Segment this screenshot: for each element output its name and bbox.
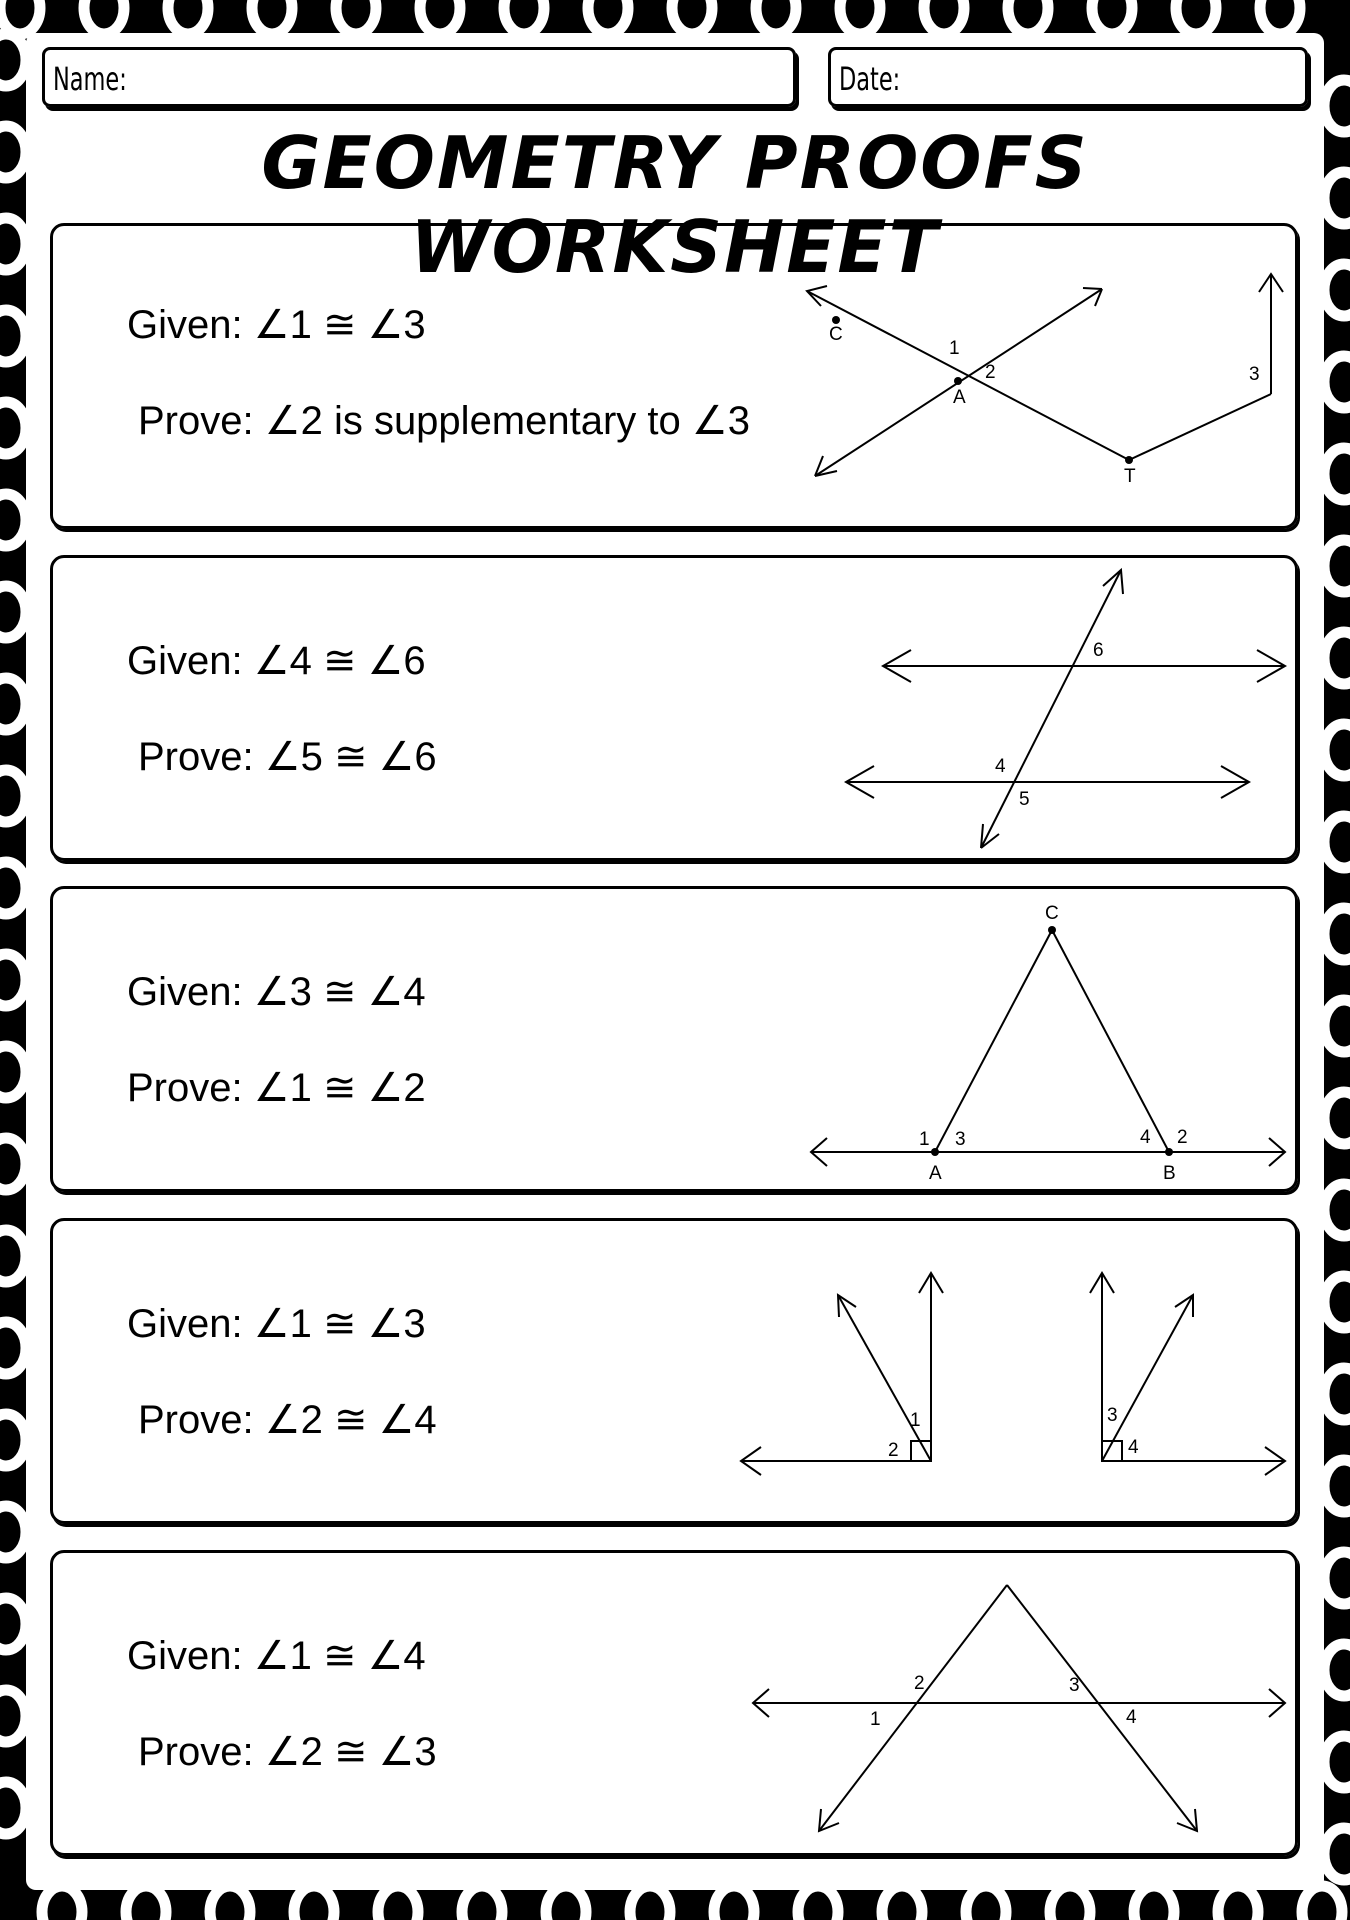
border-loop: [924, 0, 964, 34]
prove-statement: Prove: ∠1 ≅ ∠2: [127, 1066, 426, 1110]
border-loop: [1324, 540, 1350, 592]
diagram-triangle: [53, 889, 1301, 1195]
border-loop: [1218, 1886, 1258, 1920]
border-loop: [1134, 1886, 1174, 1920]
border-loop: [1324, 80, 1350, 132]
border-loop: [1324, 1276, 1350, 1328]
border-loop: [0, 678, 26, 730]
page-title: GEOMETRY PROOFS WORKSHEET: [261, 121, 1089, 289]
border-loop: [588, 0, 628, 34]
border-loop: [1324, 1736, 1350, 1788]
problem-2: [50, 555, 1298, 861]
border-loop: [0, 1414, 26, 1466]
angle-2-label: 2: [985, 362, 996, 383]
border-loop: [420, 0, 460, 34]
angle-3-label: 3: [1069, 1675, 1080, 1696]
border-loop: [1324, 1092, 1350, 1144]
angle-3-label: 3: [1107, 1405, 1118, 1426]
border-loop: [1324, 816, 1350, 868]
border-loop: [882, 1886, 922, 1920]
prove-statement: Prove: ∠2 ≅ ∠4: [138, 1398, 437, 1442]
border-loop: [1302, 1886, 1342, 1920]
border-loop: [1324, 724, 1350, 776]
border-loop: [0, 586, 26, 638]
border-loop: [210, 1886, 250, 1920]
label-B: B: [1163, 1163, 1176, 1184]
given-statement: Given: ∠3 ≅ ∠4: [127, 970, 426, 1014]
angle-4-label: 4: [1126, 1707, 1137, 1728]
name-field[interactable]: [42, 47, 796, 107]
angle-1-label: 1: [949, 338, 960, 359]
border-loop: [1324, 172, 1350, 224]
border-loop: [0, 402, 26, 454]
border-loop: [756, 0, 796, 34]
border-loop: [0, 1598, 26, 1650]
given-statement: Given: ∠4 ≅ ∠6: [127, 639, 426, 683]
problem-4: [50, 1218, 1298, 1524]
border-loop: [0, 310, 26, 362]
border-loop: [1260, 0, 1300, 34]
prove-statement: Prove: ∠2 is supplementary to ∠3: [138, 399, 750, 443]
border-loop: [336, 0, 376, 34]
border-loop: [1324, 1368, 1350, 1420]
border-loop: [840, 0, 880, 34]
problem-3: [50, 886, 1298, 1192]
label-A: A: [929, 1163, 942, 1184]
given-statement: Given: ∠1 ≅ ∠3: [127, 1302, 426, 1346]
border-loop: [0, 1230, 26, 1282]
angle-4-label: 4: [995, 756, 1006, 777]
border-loop: [1324, 908, 1350, 960]
date-label: Date:: [839, 60, 901, 98]
angle-2-label: 2: [1177, 1127, 1188, 1148]
border-loop: [0, 862, 26, 914]
angle-2-label: 2: [914, 1673, 925, 1694]
given-statement: Given: ∠1 ≅ ∠3: [127, 303, 426, 347]
border-loop: [714, 1886, 754, 1920]
border-loop: [1092, 0, 1132, 34]
diagram-right-angles: [53, 1221, 1301, 1527]
border-loop: [1324, 448, 1350, 500]
date-field[interactable]: [828, 47, 1308, 107]
border-loop: [0, 1138, 26, 1190]
angle-1-label: 1: [870, 1709, 881, 1730]
border-loop: [0, 494, 26, 546]
given-statement: Given: ∠1 ≅ ∠4: [127, 1634, 426, 1678]
border-loop: [126, 1886, 166, 1920]
diagram-parallel-lines-transversal: [53, 558, 1301, 864]
border-loop: [1176, 0, 1216, 34]
border-loop: [1324, 1552, 1350, 1604]
prove-statement: Prove: ∠2 ≅ ∠3: [138, 1730, 437, 1774]
border-loop: [0, 1046, 26, 1098]
border-loop: [672, 0, 712, 34]
border-loop: [1324, 1000, 1350, 1052]
angle-3-label: 3: [1249, 364, 1260, 385]
name-label: Name:: [53, 60, 127, 98]
border-loop: [462, 1886, 502, 1920]
border-loop: [0, 1782, 26, 1834]
border-loop: [504, 0, 544, 34]
border-loop: [1050, 1886, 1090, 1920]
angle-4-label: 4: [1128, 1437, 1139, 1458]
diagram-intersecting-lines: [53, 226, 1301, 532]
border-loop: [1324, 1460, 1350, 1512]
border-loop: [0, 218, 26, 270]
border-loop: [0, 770, 26, 822]
angle-4-label: 4: [1140, 1127, 1151, 1148]
border-loop: [1324, 356, 1350, 408]
border-loop: [798, 1886, 838, 1920]
border-loop: [546, 1886, 586, 1920]
border-loop: [378, 1886, 418, 1920]
label-C: C: [1045, 903, 1059, 924]
border-loop: [0, 1690, 26, 1742]
border-loop: [42, 1886, 82, 1920]
border-loop: [294, 1886, 334, 1920]
border-loop: [1008, 0, 1048, 34]
border-loop: [1324, 264, 1350, 316]
label-A: A: [953, 387, 966, 408]
angle-3-label: 3: [955, 1129, 966, 1150]
angle-1-label: 1: [919, 1129, 930, 1150]
border-loop: [168, 0, 208, 34]
angle-2-label: 2: [888, 1440, 899, 1461]
angle-5-label: 5: [1019, 789, 1030, 810]
label-C: C: [829, 324, 843, 345]
border-loop: [1324, 1828, 1350, 1880]
border-loop: [630, 1886, 670, 1920]
border-loop: [966, 1886, 1006, 1920]
border-loop: [84, 0, 124, 34]
border-loop: [1324, 1644, 1350, 1696]
worksheet-page: [26, 33, 1324, 1890]
label-T: T: [1124, 466, 1136, 487]
border-loop: [0, 34, 26, 86]
problem-1: [50, 223, 1298, 529]
border-loop: [1324, 1184, 1350, 1236]
angle-1-label: 1: [910, 1410, 921, 1431]
problem-5: [50, 1550, 1298, 1856]
border-loop: [0, 1506, 26, 1558]
prove-statement: Prove: ∠5 ≅ ∠6: [138, 735, 437, 779]
angle-6-label: 6: [1093, 640, 1104, 661]
border-loop: [252, 0, 292, 34]
border-loop: [0, 126, 26, 178]
border-loop: [1324, 632, 1350, 684]
border-loop: [0, 954, 26, 1006]
border-loop: [0, 1322, 26, 1374]
diagram-transversals: [53, 1553, 1301, 1859]
